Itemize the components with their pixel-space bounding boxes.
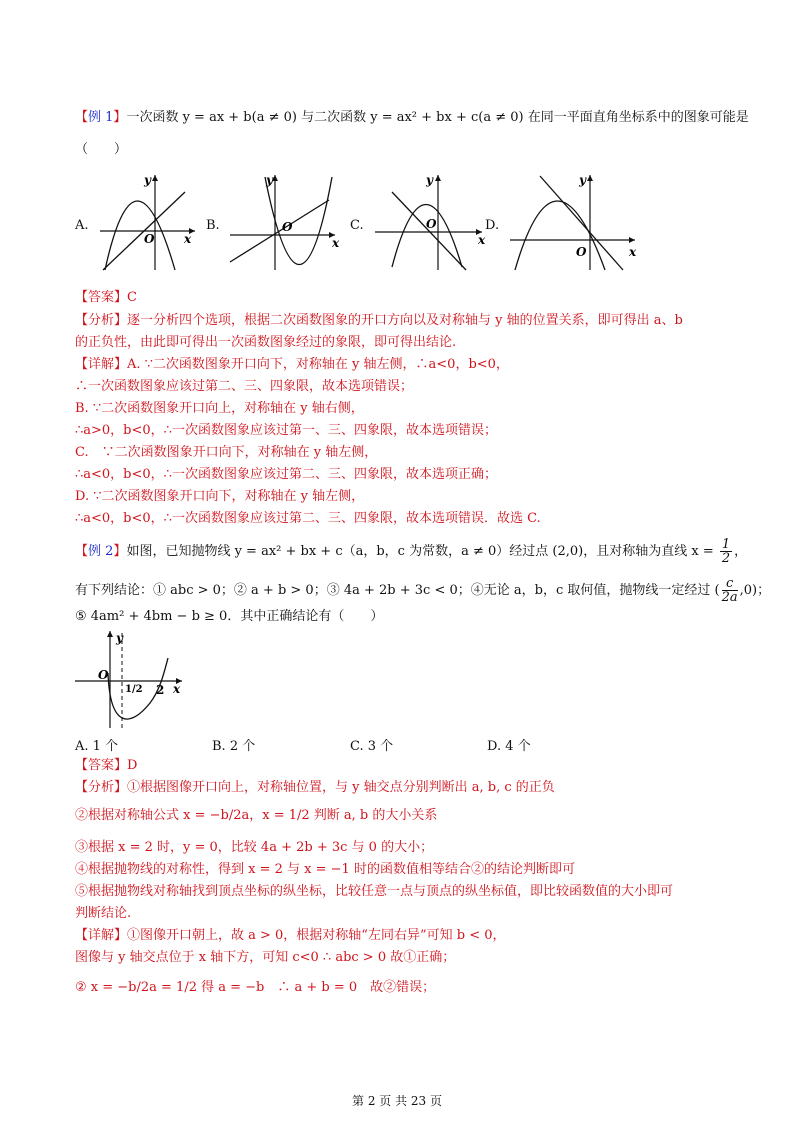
example2-graph-half: 1/2	[125, 684, 143, 695]
option-a-x: x	[184, 232, 192, 246]
example2-question-1: 【例 2】如图，已知抛物线 y = ax² + bx + c（a，b，c 为常数，a ≠ 0）经过点 (2,0)，且对称轴为直线 x = $\frac{1}{2}$ ，	[75, 537, 748, 566]
example2-text-c: ⑤ 4am² + 4bm − b ≥ 0．其中正确结论有（ ）	[75, 609, 384, 624]
option-b-x: x	[332, 236, 340, 250]
example2-graph	[70, 628, 190, 730]
example1-detail-2: B. ∵二次函数图象开口向上，对称轴在 y 轴右侧，	[75, 401, 364, 416]
example2-analysis-4: ⑤根据抛物线对称轴找到顶点坐标的纵坐标，比较任意一点与顶点的纵坐标值，即比较函数值的大小即可	[75, 884, 674, 899]
option-b-o: O	[282, 220, 293, 234]
example2-analysis-2: ③根据 x = 2 时，y = 0，比较 4a + 2b + 3c 与 0 的大小；	[75, 840, 434, 855]
example1-paren: （ ）	[75, 142, 128, 157]
option-d-o: O	[576, 245, 587, 259]
example2-half-fraction: $\frac{1}{2}$	[721, 537, 731, 566]
option-c-graph	[370, 172, 490, 272]
example2-analysis-3: ④根据抛物线的对称性，得到 x = 2 与 x = −1 时的函数值相等结合②的结论判断即可	[75, 862, 575, 877]
example1-tag: 例 1	[88, 110, 114, 125]
example1-analysis-2: 的正负性，由此即可得出一次函数图象经过的象限，即可得出结论.	[75, 335, 457, 350]
example1-detail-3: ∴a>0，b<0，∴一次函数图象应该过第一、三、四象限，故本选项错误；	[75, 423, 497, 438]
example2-analysis-5: 判断结论.	[75, 906, 132, 921]
example2-analysis-1: ②根据对称轴公式 x = −b/2a，x = 1/2 判断 a, b 的大小关系	[75, 808, 438, 823]
option-b-y: y	[266, 173, 273, 187]
option-c-y: y	[426, 173, 433, 187]
option-d-x: x	[629, 245, 637, 259]
example2-detail-2: ② x = −b/2a = 1/2 得 a = −b ∴ a + b = 0 故②错误；	[75, 980, 436, 995]
example1-answer: 【答案】C	[75, 290, 137, 305]
option-c-x: x	[478, 233, 486, 247]
option-d-y: y	[579, 173, 586, 187]
option-a-o: O	[144, 232, 155, 246]
option-c-label: C.	[350, 218, 364, 233]
choice-b: B. 2 个	[212, 739, 256, 754]
example1-detail-7: ∴a<0，b<0，∴一次函数图象应该过第二、三、四象限，故本选项错误．故选 C.	[75, 511, 541, 526]
choice-d: D. 4 个	[487, 739, 531, 754]
example2-text-a: 如图，已知抛物线 y = ax² + bx + c（a，b，c 为常数，a ≠ 0）经过点 (2,0)，且对称轴为直线 x =	[126, 544, 714, 559]
example1-question: 【例 1】一次函数 y = ax + b(a ≠ 0) 与二次函数 y = ax² + bx + c(a ≠ 0) 在同一平面直角坐标系中的图象可能是	[75, 110, 749, 125]
example2-graph-y: y	[116, 631, 123, 645]
example1-analysis-1: 【分析】逐一分析四个选项，根据二次函数图象的开口方向以及对称轴与 y 轴的位置关系，即可得出 a、b	[75, 313, 683, 328]
option-b-label: B.	[206, 218, 220, 233]
option-a-label: A.	[75, 218, 89, 233]
example1-text: 一次函数 y = ax + b(a ≠ 0) 与二次函数 y = ax² + bx + c(a ≠ 0) 在同一平面直角坐标系中的图象可能是	[126, 110, 749, 125]
choice-a: A. 1 个	[75, 739, 119, 754]
option-d-graph	[505, 172, 640, 272]
example1-detail-5: ∴a<0，b<0，∴一次函数图象应该过第二、三、四象限，故本选项正确；	[75, 467, 497, 482]
example2-answer: 【答案】D	[75, 758, 138, 773]
example1-detail-1: ∴一次函数图象应该过第二、三、四象限，故本选项错误；	[75, 379, 414, 394]
choice-c: C. 3 个	[350, 739, 394, 754]
option-c-o: O	[426, 217, 437, 231]
example1-detail-6: D. ∵二次函数图象开口向下，对称轴在 y 轴左侧，	[75, 489, 365, 504]
option-b-graph	[225, 172, 345, 272]
example2-graph-o: O	[98, 668, 109, 682]
page-footer: 第 2 页 共 23 页	[352, 1094, 442, 1108]
option-d-label: D.	[485, 218, 500, 233]
example2-point-fraction: $\frac{c}{2a}$	[721, 576, 738, 605]
option-a-graph	[95, 172, 200, 272]
example2-text-b: 有下列结论：① abc > 0；② a + b > 0；③ 4a + 2b + 3c < 0；④无论 a，b，c 取何值，抛物线一定经过	[75, 583, 711, 598]
example2-question-2: 有下列结论：① abc > 0；② a + b > 0；③ 4a + 2b + 3c < 0；④无论 a，b，c 取何值，抛物线一定经过 ( $\frac{c}{2a}$ ,0)；	[75, 576, 771, 605]
option-a-y: y	[144, 173, 151, 187]
example2-graph-two: 2	[156, 683, 165, 697]
example2-graph-x: x	[173, 682, 181, 696]
example2-analysis-0: 【分析】①根据图像开口向上，对称轴位置，与 y 轴交点分别判断出 a, b, c 的正负	[75, 780, 555, 795]
example2-tag: 例 2	[88, 544, 114, 559]
example1-detail-4: C. ∵二次函数图象开口向下，对称轴在 y 轴左侧，	[75, 445, 378, 460]
example2-detail-0: 【详解】①图像开口朝上，故 a > 0，根据对称轴“左同右异”可知 b < 0，	[75, 928, 506, 943]
example2-detail-1: 图像与 y 轴交点位于 x 轴下方，可知 c<0 ∴ abc > 0 故①正确；	[75, 950, 456, 965]
example1-detail-0: 【详解】A. ∵二次函数图象开口向下，对称轴在 y 轴左侧，∴a<0，b<0，	[75, 357, 509, 372]
